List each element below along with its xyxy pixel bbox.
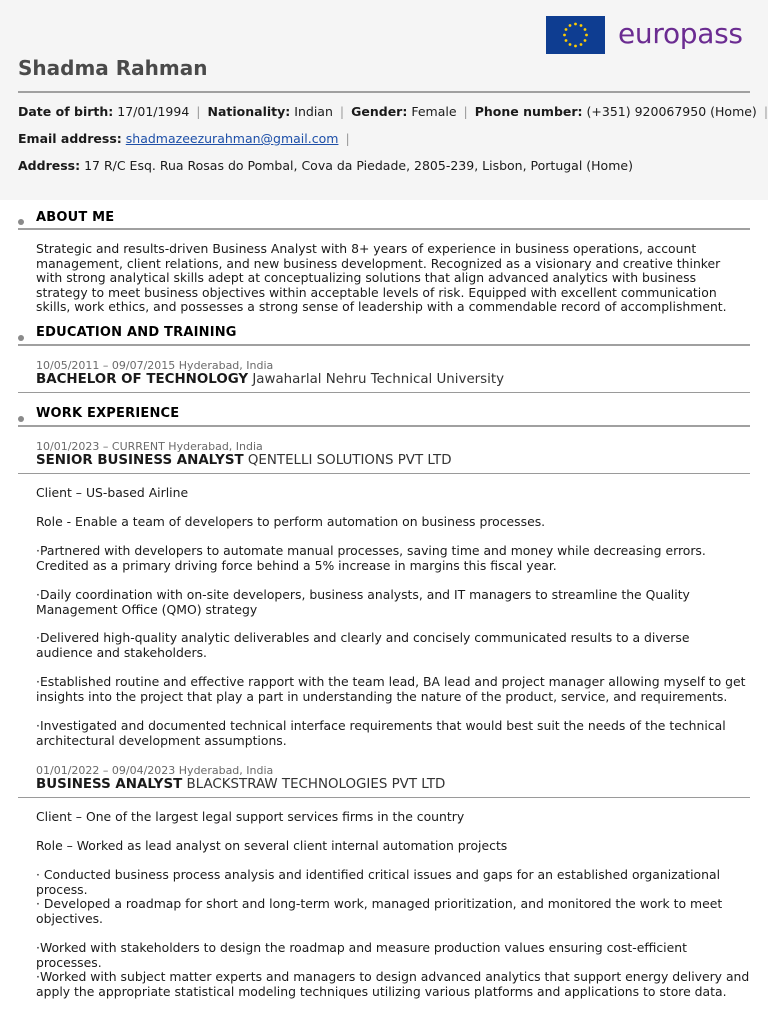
address-label: Address: xyxy=(18,158,81,173)
job-paragraph: · Developed a roadmap for short and long-term work, managed prioritization, and monitored the work to meet objectives. xyxy=(36,896,723,926)
nationality-value: Indian xyxy=(294,104,333,119)
job-paragraph: Client – One of the largest legal support services firms in the country xyxy=(36,809,465,824)
gender-value: Female xyxy=(411,104,457,119)
gender-label: Gender: xyxy=(351,104,408,119)
education-dates: 10/05/2011 – 09/07/2015 Hyderabad, India xyxy=(36,359,274,372)
email-link[interactable]: shadmazeezurahman@gmail.com xyxy=(125,131,339,146)
institution-name: Jawaharlal Nehru Technical University xyxy=(252,372,505,387)
education-divider xyxy=(18,344,750,346)
job-paragraph: ·Worked with subject matter experts and managers to design advanced analytics that support energy delivery and apply the appropriate statistical modeling techniques utilizing various platforms and applications to store data. xyxy=(36,969,750,999)
job-paragraph: Role – Worked as lead analyst on several client internal automation projects xyxy=(36,838,508,853)
about-text: Strategic and results-driven Business Analyst with 8+ years of experience in business operations, account management, client relations, and new business development. Recognized as a visionary and creative thinker with strong analytical skills adept at conceptualizing solutions that align advanced analytics with business strategy to meet business objectives within acceptable levels of risk. Equipped with excellent communication skills, work ethics, and possesses a strong sense of leadership with a commendable record of accomplishment. xyxy=(36,241,727,315)
section-bullet xyxy=(18,219,24,225)
separator: | xyxy=(196,104,201,119)
job-title: BUSINESS ANALYST xyxy=(36,777,183,792)
eu-flag-icon xyxy=(546,16,605,54)
dob-value: 17/01/1994 xyxy=(117,104,190,119)
dob-label: Date of birth: xyxy=(18,104,114,119)
job-divider xyxy=(18,473,750,474)
education-entry xyxy=(36,372,504,388)
separator: | xyxy=(763,104,768,119)
job-dates: 01/01/2022 – 09/04/2023 Hyderabad, India xyxy=(36,764,274,777)
candidate-name: Shadma Rahman xyxy=(18,56,208,80)
degree-title: BACHELOR OF TECHNOLOGY xyxy=(36,372,249,387)
company-name: BLACKSTRAW TECHNOLOGIES PVT LTD xyxy=(186,777,446,792)
work-section-title: WORK EXPERIENCE xyxy=(36,406,180,421)
personal-info-row-1 xyxy=(18,104,768,120)
about-divider xyxy=(18,228,750,230)
job-paragraph: ·Established routine and effective rapport with the team lead, BA lead and project manager allowing myself to get insights into the project that play a part in understanding the nature of the product, service, and requirements. xyxy=(36,674,746,704)
work-divider xyxy=(18,425,750,427)
header-divider xyxy=(18,91,750,93)
section-bullet xyxy=(18,335,24,341)
personal-info-row-2 xyxy=(18,131,357,147)
education-entry-divider xyxy=(18,392,750,393)
phone-value: (+351) 920067950 (Home) xyxy=(586,104,757,119)
personal-info-row-3 xyxy=(18,158,633,174)
company-name: QENTELLI SOLUTIONS PVT LTD xyxy=(247,453,452,468)
job-paragraph: · Conducted business process analysis and identified critical issues and gaps for an established organizational process. xyxy=(36,867,721,897)
job-paragraph: ·Partnered with developers to automate manual processes, saving time and money while decreasing errors. Credited as a primary driving force behind a 5% increase in margins this fiscal year. xyxy=(36,543,706,573)
email-label: Email address: xyxy=(18,131,122,146)
job-dates: 10/01/2023 – CURRENT Hyderabad, India xyxy=(36,440,263,453)
job-title: SENIOR BUSINESS ANALYST xyxy=(36,453,244,468)
separator: | xyxy=(345,131,350,146)
job-paragraph: ·Investigated and documented technical interface requirements that would best suit the needs of the technical architectural development assumptions. xyxy=(36,718,726,748)
phone-label: Phone number: xyxy=(474,104,583,119)
job-heading xyxy=(36,777,445,793)
europass-logo xyxy=(546,16,750,54)
job-paragraph: Client – US-based Airline xyxy=(36,485,189,500)
address-value: 17 R/C Esq. Rua Rosas do Pombal, Cova da Piedade, 2805-239, Lisbon, Portugal (Home) xyxy=(84,158,633,173)
job-paragraph: ·Delivered high-quality analytic deliverables and clearly and concisely communicated results to a diverse audience and stakeholders. xyxy=(36,630,690,660)
europass-wordmark: europass xyxy=(618,17,743,50)
nationality-label: Nationality: xyxy=(207,104,291,119)
job-paragraph: Role - Enable a team of developers to perform automation on business processes. xyxy=(36,514,546,529)
separator: | xyxy=(463,104,468,119)
job-heading xyxy=(36,453,452,469)
section-bullet xyxy=(18,416,24,422)
job-paragraph: ·Daily coordination with on-site developers, business analysts, and IT managers to streamline the Quality Management Office (QMO) strategy xyxy=(36,587,690,617)
separator: | xyxy=(339,104,345,119)
education-section-title: EDUCATION AND TRAINING xyxy=(36,325,237,340)
job-paragraph: ·Worked with stakeholders to design the roadmap and measure production values ensuring cost-efficient processes. xyxy=(36,940,687,970)
about-section-title: ABOUT ME xyxy=(36,210,115,225)
job-divider xyxy=(18,797,750,798)
